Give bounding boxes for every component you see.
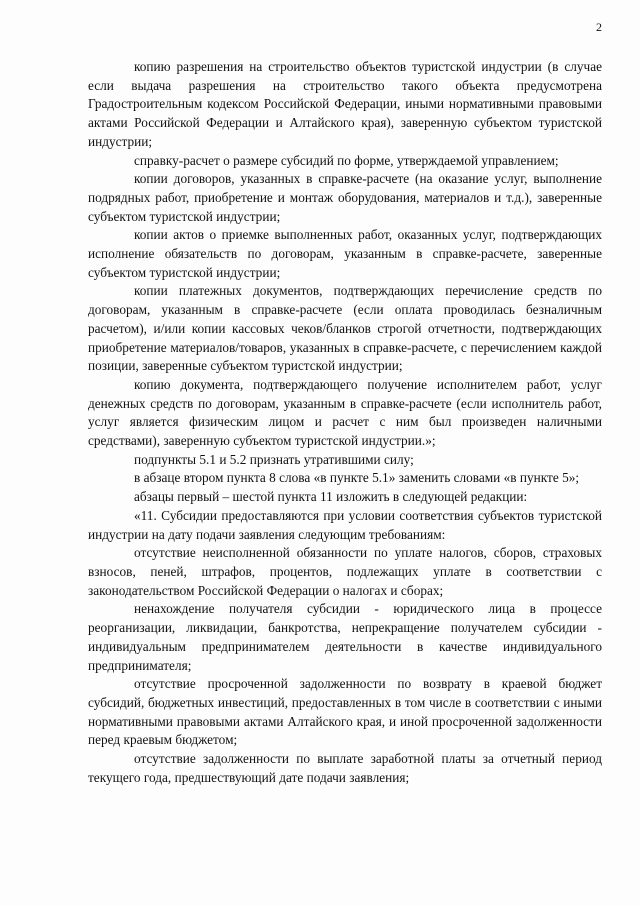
- page-number: 2: [596, 20, 602, 34]
- paragraph: отсутствие задолженности по выплате заработной платы за отчетный период текущего года, предшествующий дате подачи заявления;: [88, 751, 602, 785]
- paragraph: копию разрешения на строительство объектов туристской индустрии (в случае если выдача разрешения на строительство такого объекта предусмотрена Градостроительным кодексом Российской Федерации, иными нормативными правовыми актами Российской Федерации и Алтайского края), заверенную субъектом туристской индустрии;: [88, 59, 602, 149]
- paragraph: копии договоров, указанных в справке-расчете (на оказание услуг, выполнение подрядных работ, приобретение и монтаж оборудования, материалов и т.д.), заверенные субъектом туристской индустрии;: [88, 171, 602, 224]
- document-body: [88, 58, 602, 787]
- paragraph: подпункты 5.1 и 5.2 признать утратившими силу;: [134, 451, 414, 467]
- paragraph: отсутствие просроченной задолженности по возврату в краевой бюджет субсидий, бюджетных инвестиций, предоставленных в том числе в соответствии с иными нормативными правовыми актами Алтайского края, и иной просроченной задолженности перед краевым бюджетом;: [88, 676, 602, 748]
- paragraph: в абзаце втором пункта 8 слова «в пункте 5.1» заменить словами «в пункте 5»;: [134, 470, 580, 486]
- paragraph: копии актов о приемке выполненных работ, оказанных услуг, подтверждающих исполнение обязательств по договорам, указанным в справке-расчете, заверенные субъектом туристской индустрии;: [88, 227, 602, 280]
- paragraph: ненахождение получателя субсидии - юридического лица в процессе реорганизации, ликвидации, банкротства, непрекращение получателем субсидии - индивидуальным предпринимателем деятельности в качестве индивидуального предпринимателя;: [88, 601, 602, 673]
- paragraph: копию документа, подтверждающего получение исполнителем работ, услуг денежных средств по договорам, указанным в справке-расчете (если исполнитель работ, услуг является физическим лицом и расчет с ним был произведен наличными средствами), заверенную субъектом туристской индустрии.»;: [88, 376, 602, 449]
- paragraph: «11. Субсидии предоставляются при условии соответствия субъектов туристской индустрии на дату подачи заявления следующим требованиям:: [88, 507, 602, 542]
- paragraph: абзацы первый – шестой пункта 11 изложить в следующей редакции:: [134, 489, 528, 505]
- paragraph: копии платежных документов, подтверждающих перечисление средств по договорам, указанным в справке-расчете (если оплата проводилась безналичным расчетом), и/или копии кассовых чеков/бланков строгой отчетности, подтверждающих приобретение материалов/товаров, указанных в справке-расчете, с перечислением каждой позиции, заверенные субъектом туристской индустрии;: [88, 283, 602, 374]
- paragraph: справку-расчет о размере субсидий по форме, утверждаемой управлением;: [134, 152, 559, 168]
- paragraph: отсутствие неисполненной обязанности по уплате налогов, сборов, страховых взносов, пеней, штрафов, процентов, подлежащих уплате в соответствии с законодательством Российской Федерации о налогах и сборах;: [88, 545, 602, 598]
